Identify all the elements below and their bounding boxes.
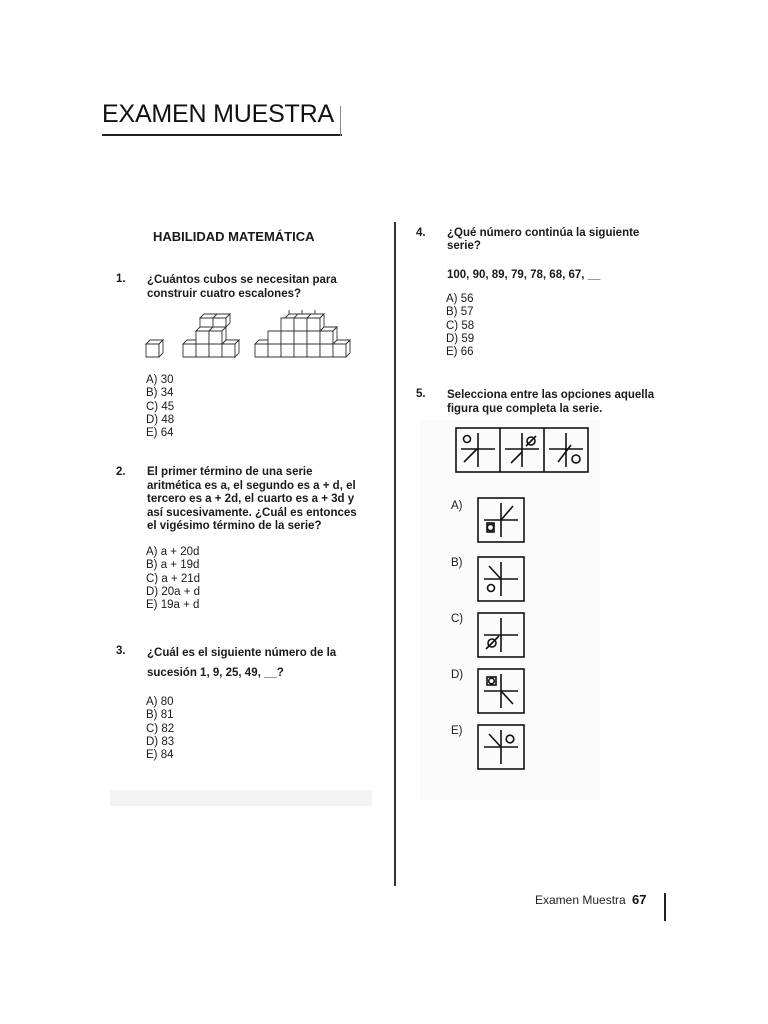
answer-option[interactable]: D) 59: [446, 332, 475, 345]
question-line: El primer término de una serie: [147, 466, 313, 478]
answer-option[interactable]: C) 45: [146, 400, 175, 413]
question-line: tercero es a + 2d, el cuarto es a + 3d y: [147, 493, 355, 505]
stair-3-step: [183, 314, 239, 357]
section-title: HABILIDAD MATEMÁTICA: [153, 229, 315, 244]
footer-label: Examen Muestra: [535, 893, 626, 907]
question-3-text: [147, 643, 336, 683]
question-5-text: [447, 388, 654, 416]
question-line: figura que completa la serie.: [447, 403, 603, 415]
figure-option-e[interactable]: [477, 724, 525, 770]
series-figure: [455, 427, 589, 473]
answer-option[interactable]: D) 20a + d: [146, 585, 201, 598]
question-1-number: 1.: [116, 273, 126, 285]
figure-option-d[interactable]: [477, 668, 525, 714]
question-4-series: 100, 90, 89, 79, 78, 68, 67, __: [447, 269, 601, 281]
column-divider: [394, 222, 396, 886]
figure-option-label[interactable]: C): [451, 613, 464, 625]
question-5-number: 5.: [416, 388, 426, 400]
question-1-options: [146, 374, 174, 440]
answer-option[interactable]: C) 82: [146, 722, 175, 735]
answer-option[interactable]: E) 64: [146, 427, 174, 440]
figure-option-c[interactable]: [477, 612, 525, 658]
figure-option-label[interactable]: E): [451, 725, 463, 737]
answer-option[interactable]: A) a + 20d: [146, 546, 200, 558]
answer-option[interactable]: A) 30: [146, 374, 174, 386]
series-cell-1: [461, 433, 495, 467]
title-divider: [340, 106, 341, 136]
answer-option[interactable]: D) 83: [146, 735, 175, 748]
question-4-number: 4.: [416, 227, 426, 239]
title-underline: [102, 134, 342, 136]
answer-option[interactable]: C) 58: [446, 319, 475, 332]
question-line: sucesión 1, 9, 25, 49, __?: [147, 667, 284, 679]
question-2-number: 2.: [116, 466, 126, 478]
answer-option[interactable]: B) 57: [446, 306, 474, 319]
answer-option[interactable]: B) 34: [146, 387, 174, 400]
footer-rule: [664, 893, 666, 921]
stair-cubes-figure: [143, 310, 355, 362]
figure-option-a[interactable]: [477, 497, 525, 543]
scan-shade: [110, 790, 372, 806]
series-cell-3: [549, 433, 583, 467]
question-4-text: [447, 227, 639, 253]
question-3-number: 3.: [116, 645, 126, 657]
question-line: aritmética es a, el segundo es a + d, el: [147, 479, 356, 492]
question-1-text: [147, 273, 337, 301]
figure-option-label[interactable]: A): [451, 500, 463, 512]
question-line: ¿Qué número continúa la siguiente: [447, 227, 640, 239]
answer-option[interactable]: A) 80: [146, 696, 174, 708]
question-2-options: [146, 546, 200, 612]
answer-option[interactable]: C) a + 21d: [146, 572, 201, 585]
answer-option[interactable]: B) a + 19d: [146, 559, 200, 572]
question-line: Selecciona entre las opciones aquella: [447, 389, 655, 401]
answer-option[interactable]: D) 48: [146, 413, 175, 426]
question-line: ¿Cuál es el siguiente número de la: [147, 647, 337, 659]
answer-option[interactable]: E) 66: [446, 346, 474, 359]
question-2-text: [147, 466, 357, 534]
figure-option-b[interactable]: [477, 556, 525, 602]
series-cell-2: [505, 433, 539, 467]
question-line: construir cuatro escalones?: [147, 288, 302, 300]
page-title: EXAMEN MUESTRA: [102, 100, 334, 128]
stair-1-step: [146, 340, 163, 357]
stair-4-step: [255, 310, 350, 357]
page-number: 67: [632, 892, 647, 907]
answer-option[interactable]: E) 19a + d: [146, 599, 200, 612]
question-line: ¿Cuántos cubos se necesitan para: [147, 274, 337, 286]
answer-option[interactable]: B) 81: [146, 709, 174, 722]
question-3-options: [146, 696, 174, 762]
question-line: serie?: [447, 240, 481, 252]
question-line: el vigésimo término de la serie?: [147, 520, 322, 532]
question-4-options: [446, 293, 474, 359]
figure-option-label[interactable]: B): [451, 557, 463, 569]
answer-option[interactable]: E) 84: [146, 749, 174, 762]
question-line: así sucesivamente. ¿Cuál es entonces: [147, 506, 357, 519]
answer-option[interactable]: A) 56: [446, 293, 474, 305]
figure-option-label[interactable]: D): [451, 669, 464, 681]
